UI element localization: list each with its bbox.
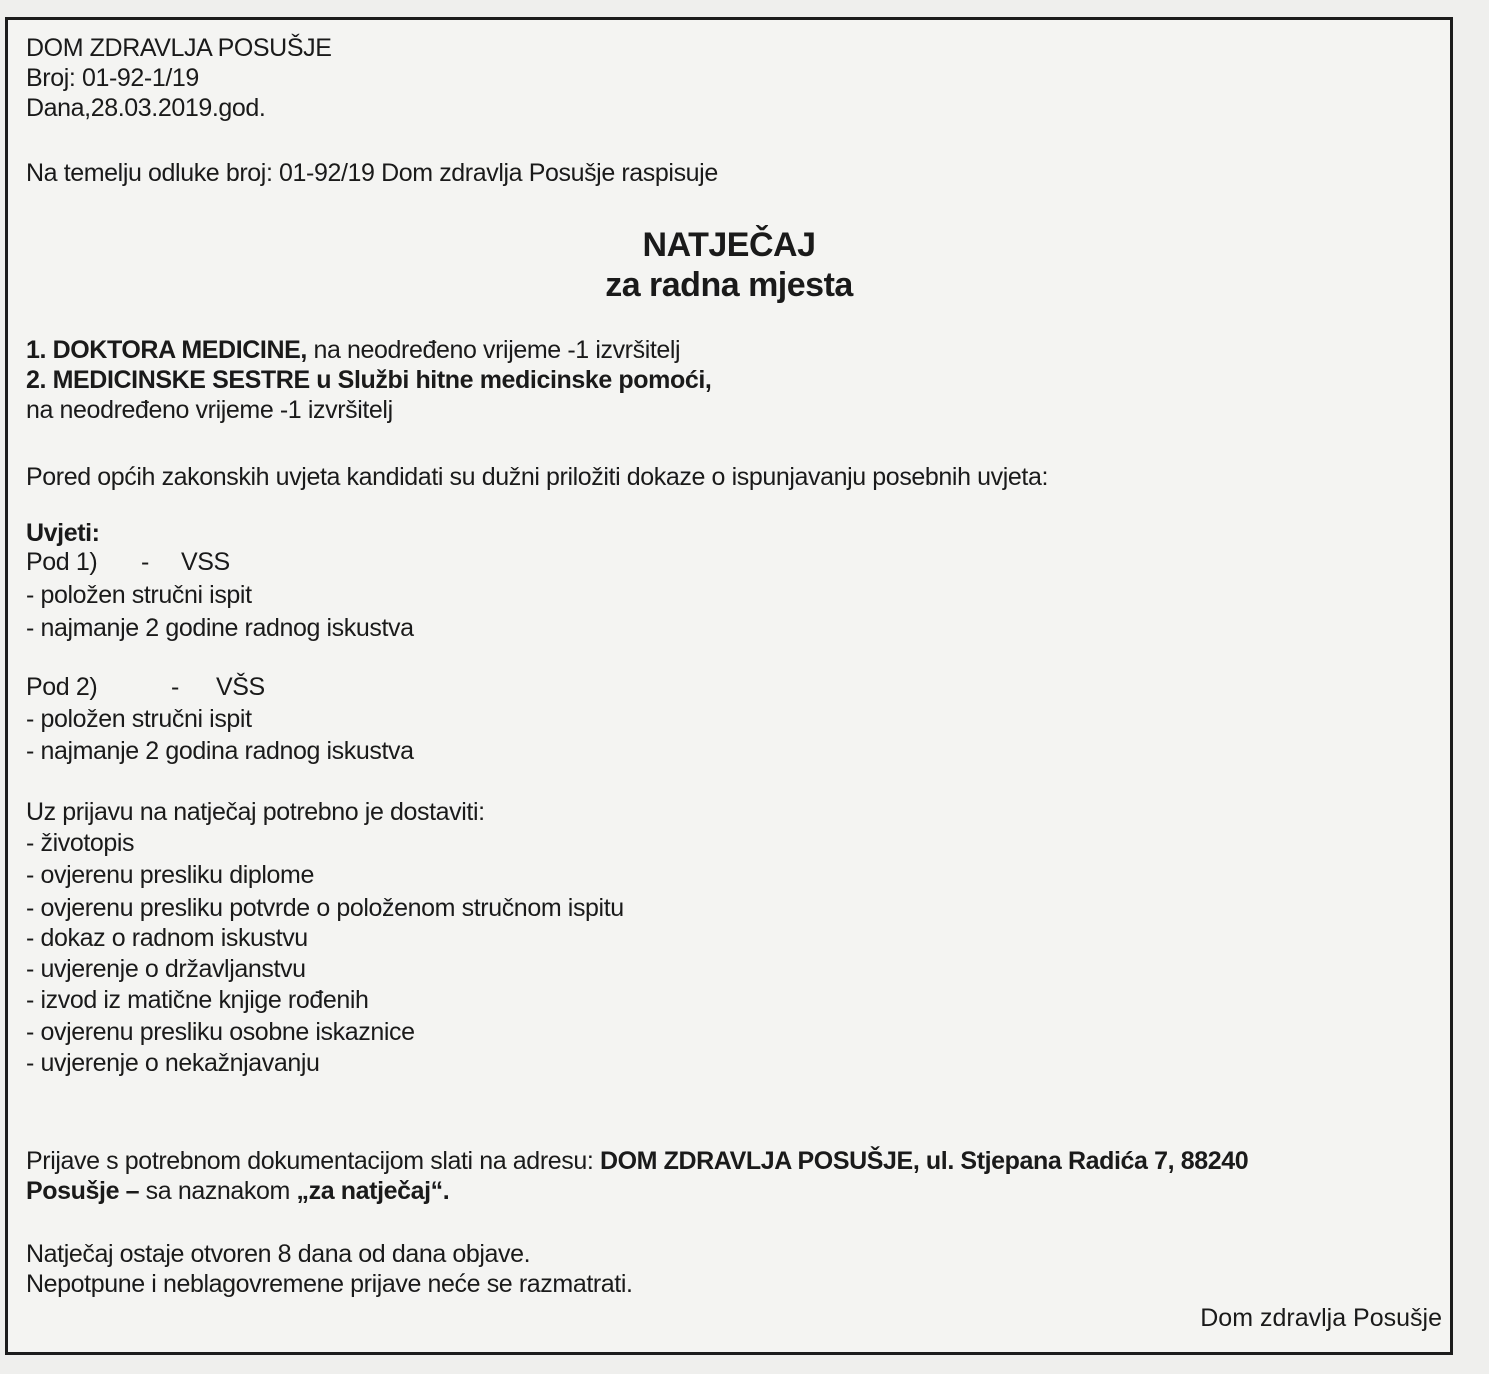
address-note: „za natječaj“.: [296, 1177, 450, 1205]
position-2-title: 2. MEDICINSKE SESTRE u Službi hitne medicinske pomoći,: [26, 366, 712, 394]
address-line-2: [26, 1176, 449, 1206]
document-item: - izvod iz matične knjige rođenih: [26, 986, 369, 1014]
document-item: - uvjerenje o državljanstvu: [26, 955, 306, 983]
address-city: Posušje –: [26, 1177, 140, 1205]
job-announcement-box: [5, 17, 1453, 1355]
pod1-item: - položen stručni ispit: [26, 581, 252, 609]
position-1-title: 1. DOKTORA MEDICINE,: [26, 336, 307, 364]
address-prefix: Prijave s potrebnom dokumentacijom slati na adresu:: [26, 1147, 600, 1175]
position-1: [26, 335, 680, 365]
documents-intro: Uz prijavu na natječaj potrebno je dostaviti:: [26, 798, 485, 826]
position-2: [26, 365, 711, 395]
address-org: DOM ZDRAVLJA POSUŠJE, ul. Stjepana Radića 7, 88240: [599, 1147, 1249, 1175]
pod2-label: Pod 2): [26, 673, 98, 701]
pod1-item: - najmanje 2 godine radnog iskustva: [26, 614, 414, 642]
pod1-degree: VSS: [181, 548, 230, 576]
pod2-dash: -: [171, 673, 179, 701]
conditions-intro: Pored općih zakonskih uvjeta kandidati su dužni priložiti dokaze o ispunjavanju posebnih uvjeta:: [26, 463, 1048, 491]
conditions-heading: Uvjeti:: [26, 519, 100, 547]
header-date: Dana,28.03.2019.god.: [26, 94, 266, 122]
address-line-1: [26, 1146, 1248, 1176]
pod2-line: [26, 672, 265, 702]
header-number: Broj: 01-92-1/19: [26, 64, 199, 92]
document-item: - ovjerenu presliku osobne iskaznice: [26, 1018, 415, 1046]
position-1-terms: na neodređeno vrijeme -1 izvršitelj: [306, 336, 681, 364]
closing-line: Natječaj ostaje otvoren 8 dana od dana objave.: [26, 1240, 531, 1268]
intro-text: Na temelju odluke broj: 01-92/19 Dom zdravlja Posušje raspisuje: [26, 159, 718, 187]
closing-line: Nepotpune i neblagovremene prijave neće se razmatrati.: [26, 1270, 633, 1298]
document-item: - ovjerenu presliku potvrde o položenom stručnom ispitu: [26, 894, 624, 922]
pod1-line: [26, 547, 230, 577]
pod2-degree: VŠS: [216, 673, 265, 701]
pod1-label: Pod 1): [26, 548, 98, 576]
pod2-item: - položen stručni ispit: [26, 705, 252, 733]
title-main: NATJEČAJ: [642, 226, 816, 264]
address-mid: sa naznakom: [139, 1177, 297, 1205]
pod1-dash: -: [141, 548, 149, 576]
document-item: - uvjerenje o nekažnjavanju: [26, 1049, 320, 1077]
pod2-item: - najmanje 2 godina radnog iskustva: [26, 737, 414, 765]
signature: Dom zdravlja Posušje: [1200, 1304, 1442, 1332]
document-item: - životopis: [26, 829, 135, 857]
header-org: DOM ZDRAVLJA POSUŠJE: [26, 34, 332, 62]
document-item: - dokaz o radnom iskustvu: [26, 924, 308, 952]
document-item: - ovjerenu presliku diplome: [26, 861, 314, 889]
title-sub: za radna mjesta: [605, 266, 853, 304]
position-2-terms: na neodređeno vrijeme -1 izvršitelj: [26, 396, 393, 424]
